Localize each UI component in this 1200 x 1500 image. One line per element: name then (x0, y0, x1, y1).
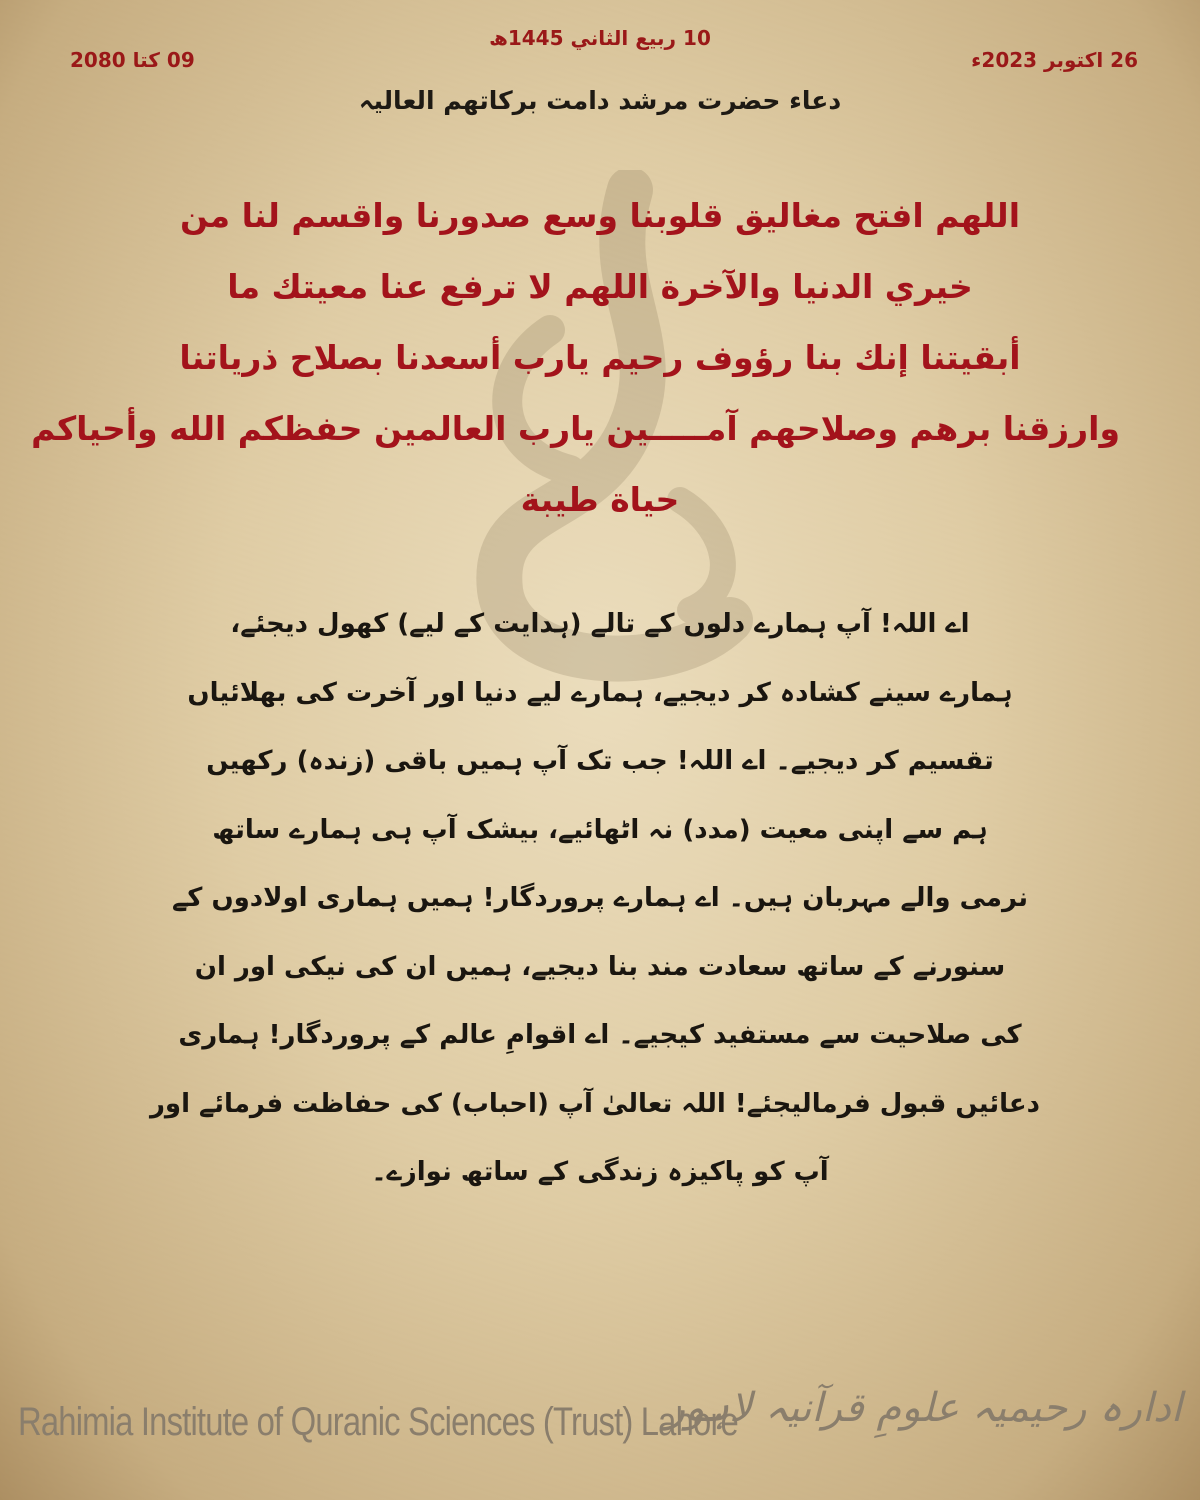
arabic-line: أبقيتنا إنك بنا رؤوف رحيم يارب أسعدنا بصلاح ذرياتنا (179, 338, 1021, 377)
institute-name-english: Rahimia Institute of Quranic Sciences (Trust) Lahore (18, 1400, 738, 1444)
desi-date: 09 کتا 2080 (70, 48, 195, 72)
arabic-line: حياة طيبة (520, 480, 680, 519)
hijri-date: 10 ربيع الثاني 1445ھ (489, 26, 711, 50)
urdu-line: ہم سے اپنی معیت (مدد) نہ اٹھائیے، بیشک آپ ہی ہمارے ساتھ (212, 814, 988, 845)
urdu-line: دعائیں قبول فرمالیجئے! اللہ تعالیٰ آپ (احباب) کی حفاظت فرمائے اور (149, 1088, 1040, 1119)
urdu-line: آپ کو پاکیزہ زندگی کے ساتھ نوازے۔ (371, 1157, 829, 1187)
urdu-translation (149, 590, 1040, 1207)
urdu-line: سنورنے کے ساتھ سعادت مند بنا دیجیے، ہمیں ان کی نیکی اور ان (194, 951, 1006, 982)
urdu-line: ہمارے سینے کشادہ کر دیجیے، ہمارے لیے دنیا اور آخرت کی بھلائیاں (187, 677, 1013, 708)
urdu-line: تقسیم کر دیجیے۔ اے اللہ! جب تک آپ ہمیں باقی (زندہ) رکھیں (206, 746, 994, 776)
urdu-line: کی صلاحیت سے مستفید کیجیے۔ اے اقوامِ عالم کے پروردگار! ہماری (178, 1020, 1022, 1050)
arabic-line: خيري الدنيا والآخرة اللهم لا ترفع عنا معيتك ما (227, 267, 973, 306)
page-subtitle: دعاء حضرت مرشد دامت برکاتھم العالیہ (358, 86, 842, 115)
gregorian-date: 26 اکتوبر 2023ء (971, 48, 1138, 72)
institute-logo-urdu: ادارہ رحیمیہ علومِ قرآنیہ لاہور (665, 1385, 1182, 1431)
urdu-line: نرمی والے مہربان ہیں۔ اے ہمارے پروردگار! ہمیں ہماری اولادوں کے (172, 883, 1028, 913)
arabic-prayer (31, 180, 1120, 535)
urdu-line: اے اللہ! آپ ہمارے دلوں کے تالے (ہدایت کے لیے) کھول دیجئے، (230, 609, 970, 639)
arabic-line: وارزقنا برهم وصلاحهم آمـــــين يارب العالمين حفظكم الله وأحياكم (31, 409, 1120, 448)
arabic-line: اللهم افتح مغاليق قلوبنا وسع صدورنا واقسم لنا من (179, 196, 1021, 235)
